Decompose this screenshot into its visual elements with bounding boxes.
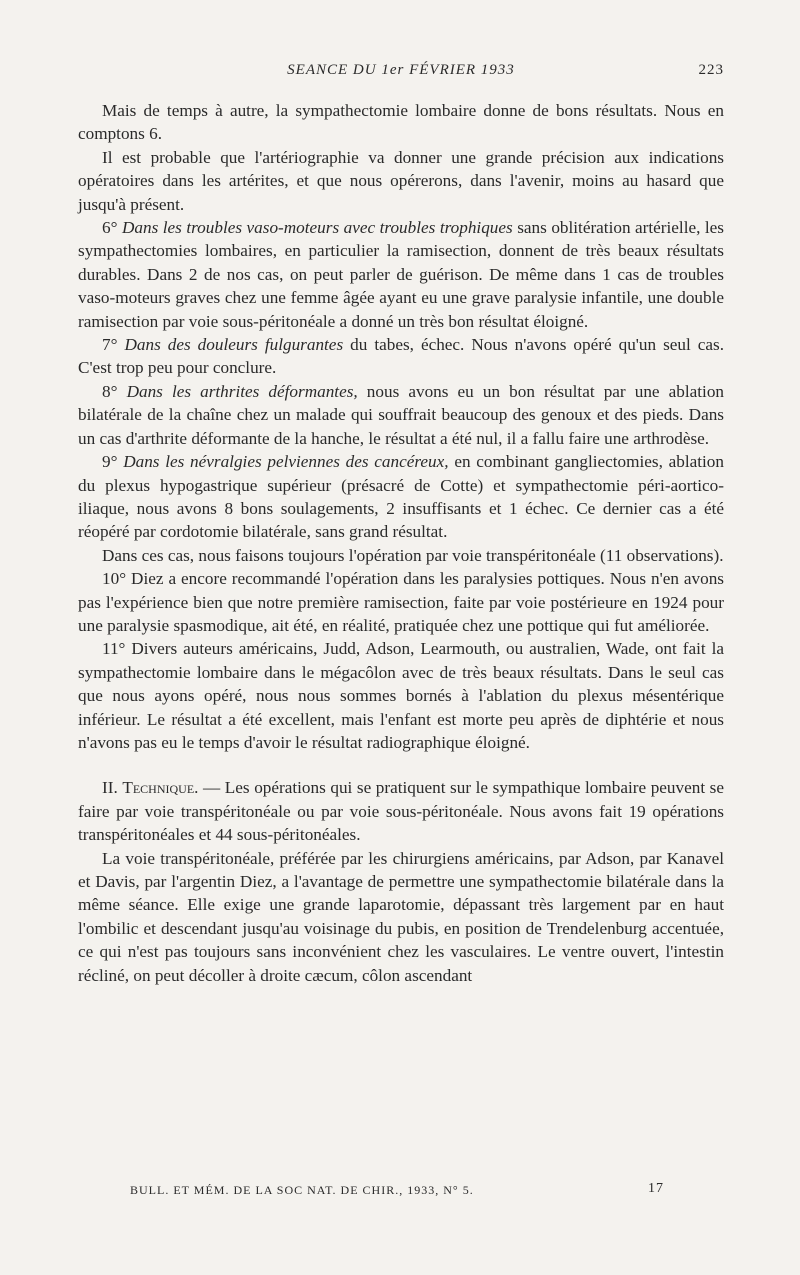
paragraph: 10° Diez a encore recommandé l'opération dans les paralysies pottiques. Nous n'en avons pas l'expérience bien que notre première ramisection, faite par voie postérieure en 1924 pour une paralysie spasmodique, ait été, en réalité, pratiquée chez une pottique qui fut améliorée. (78, 569, 724, 635)
paragraph: Il est probable que l'artériographie va donner une grande précision aux indications opératoires dans les artérites, et que nous opérerons, dans l'avenir, moins au hasard que jusqu'à présent. (78, 147, 724, 214)
section-technique: II. Technique. — Les opérations qui se pratiquent sur le sympathique lombaire peuvent se faire par voie transpéritonéale ou par voie sous-péritonéale. Nous avons fait 19 opérations transpéritonéales et 44 sous-péritonéales. (78, 778, 724, 845)
paragraph: La voie transpéritonéale, préférée par les chirurgiens américains, par Adson, par Kanavel et Davis, par l'argentin Diez, a l'avantage de permettre une sympathectomie bilatérale dans la même séance. Elle exige une grande laparotomie, dépassant très largement par en haut l'ombilic et descendant jusqu'au voisinage du pubis, en position de Trendelenburg accentuée, ce qui n'est pas toujours sans inconvénient chez les vasculaires. Le ventre ouvert, l'intestin récliné, on peut décoller à droite cæcum, côlon ascendant (78, 848, 724, 985)
paragraph: 7° Dans des douleurs fulgurantes du tabes, échec. Nous n'avons opéré qu'un seul cas. C'est trop peu pour conclure. (78, 335, 725, 378)
paragraph: 9° Dans les névralgies pelviennes des cancéreux, en combinant gangliectomies, ablation du plexus hypogastrique supérieur (présacré de Cotte) et sympathectomie péri-aortico-iliaque, nous avons 8 bons soulagements, 2 insuffisants et 1 échec. Ce dernier cas a été réopéré par cordotomie bilatérale, sans grand résultat. (78, 452, 724, 542)
footer (130, 1183, 664, 1198)
paragraph: 11° Divers auteurs américains, Judd, Adson, Learmouth, ou australien, Wade, ont fait la sympathectomie lombaire dans le mégacôlon avec de très beaux résultats. Dans le seul cas que nous ayons opéré, nous nous sommes bornés à l'ablation du plexus mésentérique inférieur. Le résultat a été excellent, mais l'enfant est morte peu après de diphtérie et nous n'avons pas eu le temps d'avoir le résultat radiographique éloigné. (78, 639, 724, 752)
paragraph: 8° Dans les arthrites déformantes, nous avons eu un bon résultat par une ablation bilatérale de la chaîne chez un malade qui souffrait beaucoup des genoux et des pieds. Dans un cas d'arthrite déformante de la hanche, le résultat a été nul, il a fallu faire une arthrodèse. (78, 381, 725, 448)
section-heading: Technique. (122, 778, 199, 798)
running-head (78, 62, 724, 82)
paragraph: Mais de temps à autre, la sympathectomie lombaire donne de bons résultats. Nous en comptons 6. (78, 101, 724, 144)
paragraph: 6° Dans les troubles vaso-moteurs avec troubles trophiques sans oblitération artérielle, les sympathectomies lombaires, en particulier la ramisection, donnent de très beaux résultats durables. Dans 2 de nos cas, on peut parler de guérison. De même dans 1 cas de troubles vaso-moteurs graves chez une femme âgée ayant eu une grave paralysie infantile, une double ramisection par voie sous-péritonéale a donné un très bon résultat éloigné. (78, 218, 724, 331)
journal-citation: BULL. ET MÉM. DE LA SOC NAT. DE CHIR., 1933, N° 5. (130, 1183, 474, 1197)
paragraph: Dans ces cas, nous faisons toujours l'opération par voie transpéritonéale (11 observations). (102, 545, 724, 565)
running-title: SEANCE DU 1er FÉVRIER 1933 (287, 62, 515, 78)
signature-mark: 17 (648, 1181, 664, 1196)
page-number: 223 (698, 62, 724, 78)
body-text (78, 99, 724, 987)
